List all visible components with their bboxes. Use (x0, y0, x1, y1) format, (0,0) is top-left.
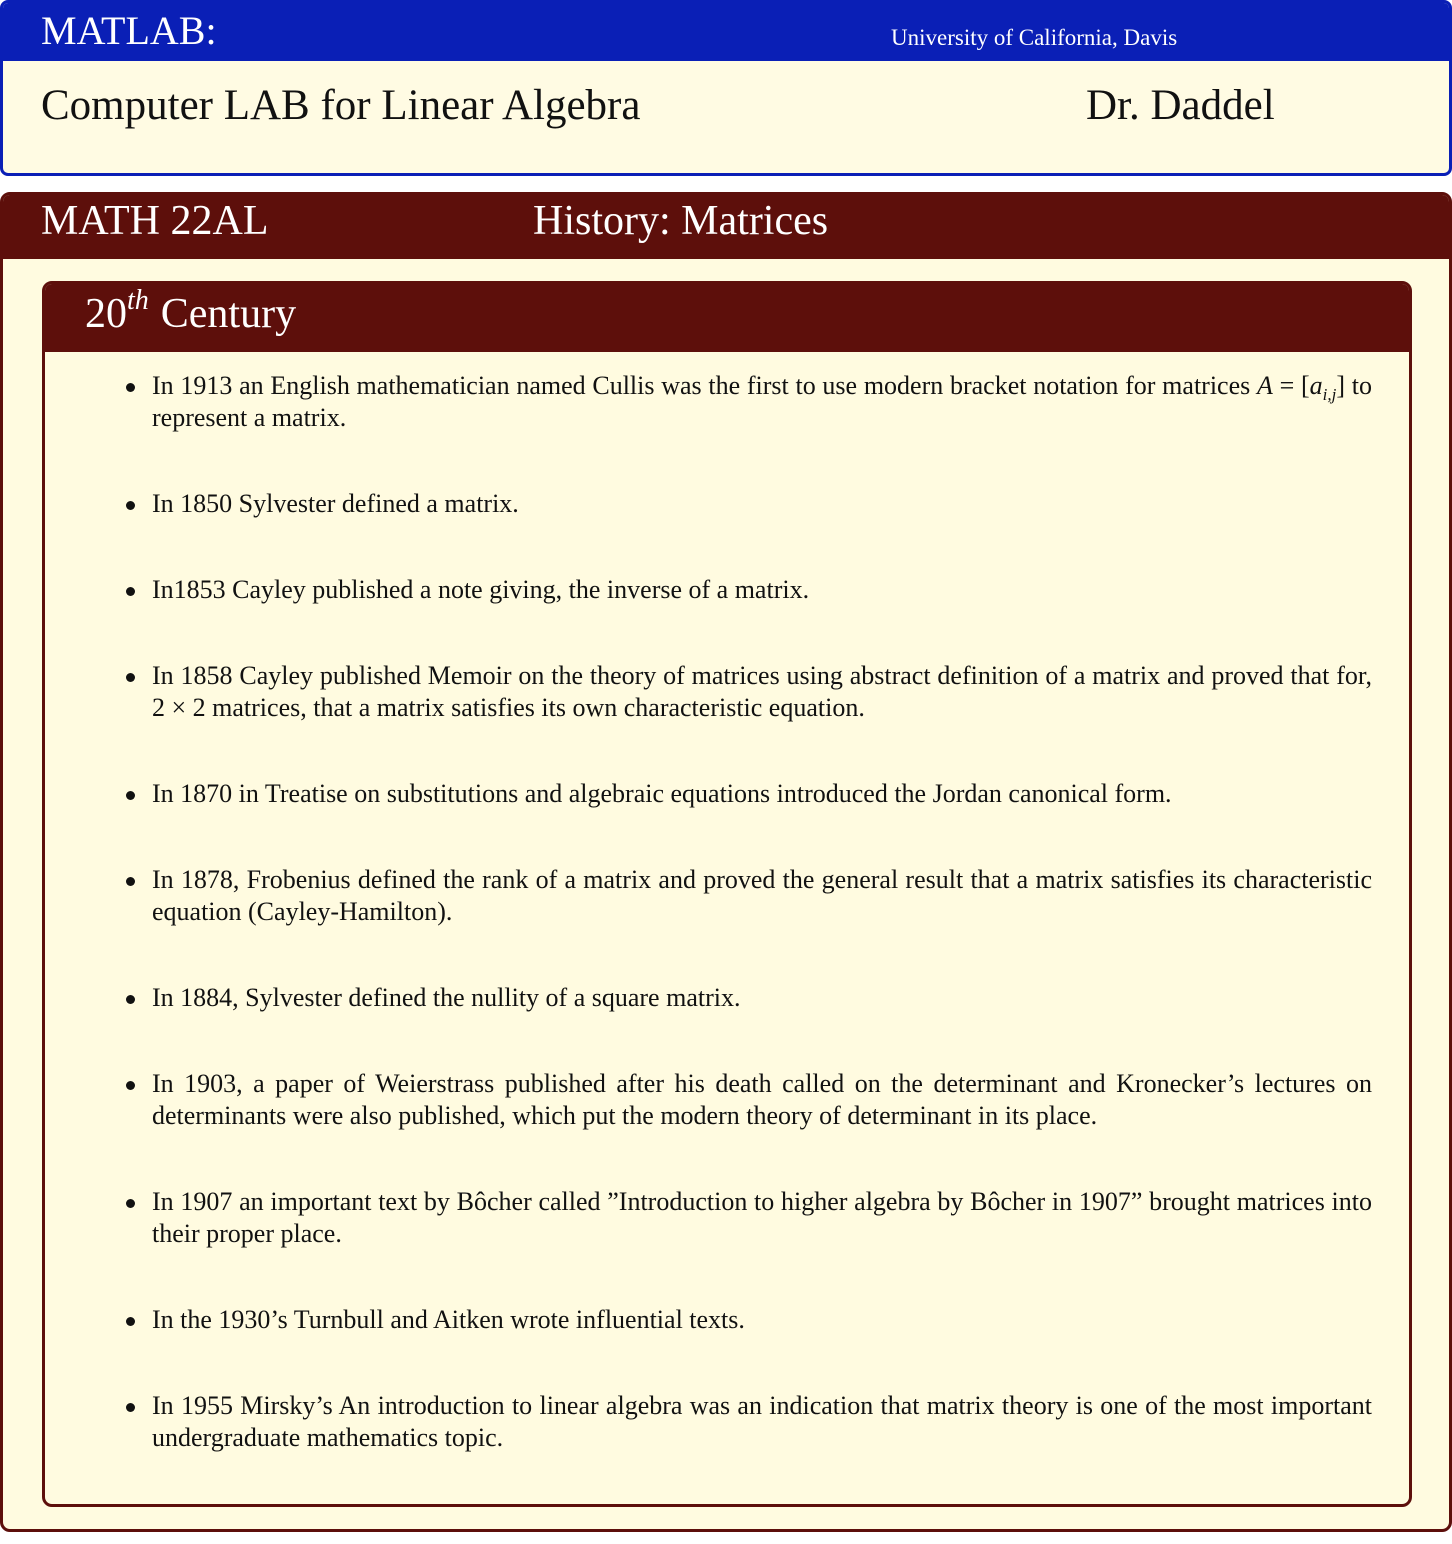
header-bar (3, 3, 1449, 61)
list-item (152, 488, 1372, 520)
math-entry-symbol: a (1309, 371, 1323, 400)
bullet-icon (126, 1081, 135, 1090)
list-item (152, 1390, 1372, 1454)
list-item (152, 982, 1372, 1014)
bullet-icon (126, 673, 135, 682)
header-affiliation: University of California, Davis (891, 25, 1178, 50)
list-item (152, 370, 1372, 434)
math-close-bracket: ] (1336, 371, 1346, 400)
list-item (152, 1068, 1372, 1132)
course-code: MATH 22AL (41, 198, 269, 244)
list-item (152, 864, 1372, 928)
bullet-icon (126, 1317, 135, 1326)
list-item (152, 778, 1372, 810)
section-box (42, 281, 1412, 1507)
list-item (152, 574, 1372, 606)
section-title-bar (45, 284, 1409, 352)
bullet-icon (126, 383, 135, 392)
section-title-number: 20 (85, 291, 127, 337)
item-text: In 1907 an important text by Bôcher called ”Introduction to higher algebra by Bôcher in 1907” brought matrices into their proper place. (152, 1187, 1372, 1248)
main-title-bar (3, 195, 1449, 259)
bullet-icon (126, 1199, 135, 1208)
list-item (152, 1186, 1372, 1250)
math-equals: = [ (1272, 371, 1310, 400)
bullet-icon (126, 501, 135, 510)
math-subscript: i,j (1322, 385, 1337, 404)
item-text: In 1913 an English mathematician named Cullis was the first to use modern bracket notation for matrices (152, 371, 1257, 400)
item-text: In 1850 Sylvester defined a matrix. (152, 489, 519, 518)
section-title (85, 285, 297, 338)
bullet-icon (126, 877, 135, 886)
list-item (152, 660, 1372, 724)
header-box (0, 0, 1452, 176)
author-name: Dr. Daddel (1086, 82, 1275, 129)
header-title: MATLAB: (41, 8, 217, 53)
math-matrix-symbol: A (1256, 371, 1273, 400)
item-text: In1853 Cayley published a note giving, the inverse of a matrix. (152, 575, 810, 604)
bullet-icon (126, 1403, 135, 1412)
bullet-icon (126, 995, 135, 1004)
bullet-icon (126, 791, 135, 800)
list-item (152, 1304, 1372, 1336)
item-text: In 1858 Cayley published Memoir on the theory of matrices using abstract definition of a matrix and proved that for, 2 × 2 matrices, that a matrix satisfies its own characteristic equation. (152, 661, 1372, 722)
page-title: History: Matrices (533, 198, 829, 244)
item-text: In 1903, a paper of Weierstrass published after his death called on the determinant and Kronecker’s lectures on determinants were also published, which put the modern theory of determinant in its place. (152, 1069, 1372, 1130)
item-text: In the 1930’s Turnbull and Aitken wrote influential texts. (152, 1305, 745, 1334)
item-text: In 1884, Sylvester defined the nullity of a square matrix. (152, 983, 741, 1012)
item-text: In 1870 in Treatise on substitutions and algebraic equations introduced the Jordan canonical form. (152, 779, 1172, 808)
course-name: Computer LAB for Linear Algebra (41, 82, 641, 129)
section-title-rest: Century (160, 291, 297, 337)
section-title-superscript: th (127, 285, 149, 316)
history-list (152, 370, 1372, 1507)
item-text-end: to represent a matrix. (152, 371, 1372, 432)
item-text: In 1878, Frobenius defined the rank of a matrix and proved the general result that a matrix satisfies its characteristic equation (Cayley-Hamilton). (152, 865, 1372, 926)
item-text: In 1955 Mirsky’s An introduction to linear algebra was an indication that matrix theory is one of the most important undergraduate mathematics topic. (152, 1391, 1372, 1452)
main-box (0, 192, 1452, 1532)
bullet-icon (126, 587, 135, 596)
